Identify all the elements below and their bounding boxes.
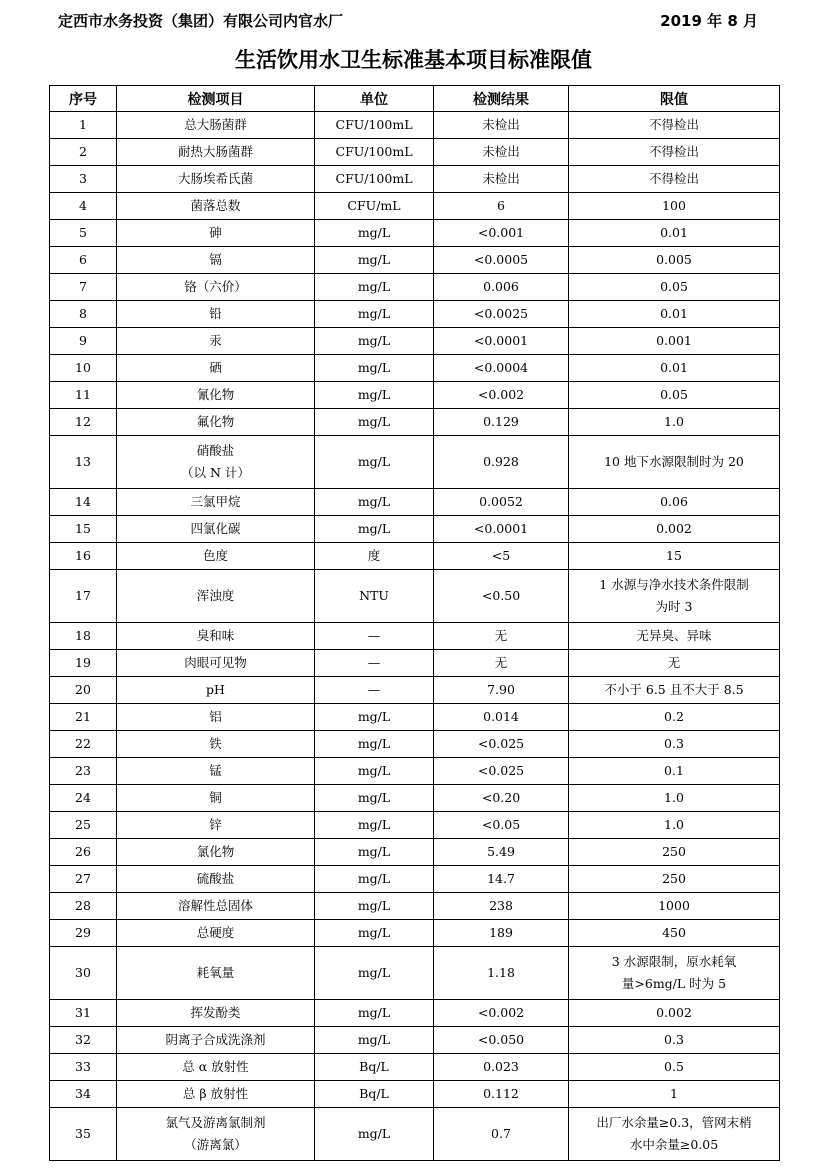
cell-item: 氟化物 [117, 409, 315, 436]
cell-unit: CFU/100mL [315, 112, 434, 139]
cell-unit: mg/L [315, 893, 434, 920]
cell-limit: 0.001 [569, 328, 780, 355]
cell-result: <0.0001 [434, 328, 569, 355]
cell-item: 硫酸盐 [117, 866, 315, 893]
cell-limit: 15 [569, 543, 780, 570]
cell-limit: 1.0 [569, 785, 780, 812]
cell-unit: mg/L [315, 785, 434, 812]
table-row [50, 704, 780, 731]
table-row [50, 785, 780, 812]
cell-item: 总 β 放射性 [117, 1081, 315, 1108]
cell-result: 238 [434, 893, 569, 920]
cell-unit: mg/L [315, 731, 434, 758]
cell-index: 6 [50, 247, 117, 274]
table-row [50, 920, 780, 947]
cell-unit: mg/L [315, 328, 434, 355]
table-row [50, 274, 780, 301]
cell-result: <0.001 [434, 220, 569, 247]
cell-index: 20 [50, 677, 117, 704]
cell-item: 三氯甲烷 [117, 489, 315, 516]
cell-item: 臭和味 [117, 623, 315, 650]
table-row [50, 731, 780, 758]
cell-item: 大肠埃希氏菌 [117, 166, 315, 193]
cell-item: 氯气及游离氯制剂 （游离氯） [117, 1108, 315, 1161]
cell-limit: 0.05 [569, 274, 780, 301]
cell-item: 铅 [117, 301, 315, 328]
table-row [50, 1081, 780, 1108]
cell-result: <0.0025 [434, 301, 569, 328]
cell-item: 总 α 放射性 [117, 1054, 315, 1081]
cell-unit: mg/L [315, 220, 434, 247]
cell-index: 32 [50, 1027, 117, 1054]
table-row [50, 247, 780, 274]
column-header-index: 序号 [50, 86, 117, 112]
cell-item: 挥发酚类 [117, 1000, 315, 1027]
cell-result: <0.050 [434, 1027, 569, 1054]
cell-limit: 0.2 [569, 704, 780, 731]
cell-item: 耗氧量 [117, 947, 315, 1000]
cell-unit: CFU/100mL [315, 166, 434, 193]
cell-result: 0.014 [434, 704, 569, 731]
cell-limit: 1 [569, 1081, 780, 1108]
cell-result: 无 [434, 623, 569, 650]
cell-index: 7 [50, 274, 117, 301]
cell-item: 氰化物 [117, 382, 315, 409]
cell-result: <0.025 [434, 731, 569, 758]
column-header-unit: 单位 [315, 86, 434, 112]
cell-index: 2 [50, 139, 117, 166]
cell-result: <0.002 [434, 1000, 569, 1027]
table-row [50, 112, 780, 139]
cell-index: 17 [50, 570, 117, 623]
column-header-limit: 限值 [569, 86, 780, 112]
cell-item: 汞 [117, 328, 315, 355]
cell-result: 0.129 [434, 409, 569, 436]
table-row [50, 489, 780, 516]
cell-unit: mg/L [315, 274, 434, 301]
cell-index: 33 [50, 1054, 117, 1081]
table-row [50, 328, 780, 355]
table-row [50, 1027, 780, 1054]
cell-unit: CFU/mL [315, 193, 434, 220]
cell-index: 35 [50, 1108, 117, 1161]
cell-result: 7.90 [434, 677, 569, 704]
cell-unit: mg/L [315, 704, 434, 731]
cell-result: 无 [434, 650, 569, 677]
cell-unit: NTU [315, 570, 434, 623]
cell-index: 1 [50, 112, 117, 139]
cell-result: <5 [434, 543, 569, 570]
cell-item: 氯化物 [117, 839, 315, 866]
column-header-result: 检测结果 [434, 86, 569, 112]
cell-unit: mg/L [315, 1000, 434, 1027]
cell-index: 22 [50, 731, 117, 758]
cell-result: 5.49 [434, 839, 569, 866]
cell-item: pH [117, 677, 315, 704]
cell-unit: mg/L [315, 1108, 434, 1161]
cell-result: <0.0001 [434, 516, 569, 543]
cell-limit: 无异臭、异味 [569, 623, 780, 650]
cell-index: 21 [50, 704, 117, 731]
cell-index: 13 [50, 436, 117, 489]
cell-unit: mg/L [315, 247, 434, 274]
cell-unit: mg/L [315, 866, 434, 893]
cell-result: <0.0005 [434, 247, 569, 274]
table-row [50, 758, 780, 785]
cell-result: 14.7 [434, 866, 569, 893]
table-row [50, 650, 780, 677]
cell-result: 0.112 [434, 1081, 569, 1108]
cell-result: 0.7 [434, 1108, 569, 1161]
table-row [50, 677, 780, 704]
cell-limit: 0.002 [569, 516, 780, 543]
cell-unit: 度 [315, 543, 434, 570]
cell-unit: mg/L [315, 301, 434, 328]
cell-item: 溶解性总固体 [117, 893, 315, 920]
cell-index: 19 [50, 650, 117, 677]
cell-limit: 450 [569, 920, 780, 947]
cell-item: 浑浊度 [117, 570, 315, 623]
cell-index: 29 [50, 920, 117, 947]
cell-unit: — [315, 623, 434, 650]
cell-index: 14 [50, 489, 117, 516]
cell-limit: 0.3 [569, 731, 780, 758]
cell-item: 阴离子合成洗涤剂 [117, 1027, 315, 1054]
cell-result: <0.50 [434, 570, 569, 623]
cell-item: 硒 [117, 355, 315, 382]
table-row [50, 570, 780, 623]
cell-index: 30 [50, 947, 117, 1000]
cell-item: 总硬度 [117, 920, 315, 947]
cell-limit: 0.005 [569, 247, 780, 274]
column-header-item: 检测项目 [117, 86, 315, 112]
cell-item: 菌落总数 [117, 193, 315, 220]
cell-index: 26 [50, 839, 117, 866]
table-row [50, 382, 780, 409]
cell-index: 25 [50, 812, 117, 839]
cell-unit: mg/L [315, 920, 434, 947]
cell-item: 硝酸盐 （以 N 计） [117, 436, 315, 489]
cell-index: 18 [50, 623, 117, 650]
cell-unit: mg/L [315, 947, 434, 1000]
table-row [50, 193, 780, 220]
cell-limit: 0.01 [569, 301, 780, 328]
table-row [50, 623, 780, 650]
cell-item: 砷 [117, 220, 315, 247]
document-header [58, 10, 758, 32]
table-row [50, 355, 780, 382]
cell-result: <0.002 [434, 382, 569, 409]
cell-index: 12 [50, 409, 117, 436]
cell-unit: mg/L [315, 382, 434, 409]
cell-result: <0.20 [434, 785, 569, 812]
cell-index: 9 [50, 328, 117, 355]
cell-limit: 0.06 [569, 489, 780, 516]
cell-result: 未检出 [434, 166, 569, 193]
table-row [50, 301, 780, 328]
cell-item: 铁 [117, 731, 315, 758]
cell-result: 未检出 [434, 139, 569, 166]
table-body [50, 112, 780, 1161]
cell-limit: 0.1 [569, 758, 780, 785]
cell-limit: 0.05 [569, 382, 780, 409]
cell-unit: mg/L [315, 758, 434, 785]
cell-item: 耐热大肠菌群 [117, 139, 315, 166]
cell-result: 0.928 [434, 436, 569, 489]
cell-index: 27 [50, 866, 117, 893]
cell-limit: 100 [569, 193, 780, 220]
cell-limit: 1.0 [569, 409, 780, 436]
cell-item: 锌 [117, 812, 315, 839]
cell-unit: CFU/100mL [315, 139, 434, 166]
cell-limit: 出厂水余量≥0.3，管网末梢 水中余量≥0.05 [569, 1108, 780, 1161]
cell-index: 31 [50, 1000, 117, 1027]
cell-result: 0.0052 [434, 489, 569, 516]
cell-index: 3 [50, 166, 117, 193]
cell-limit: 1 水源与净水技术条件限制 为时 3 [569, 570, 780, 623]
table-row [50, 516, 780, 543]
cell-unit: mg/L [315, 812, 434, 839]
cell-index: 34 [50, 1081, 117, 1108]
table-row [50, 409, 780, 436]
cell-result: <0.05 [434, 812, 569, 839]
cell-item: 四氯化碳 [117, 516, 315, 543]
standards-table [49, 85, 780, 1161]
table-row [50, 139, 780, 166]
cell-unit: mg/L [315, 436, 434, 489]
document-title: 生活饮用水卫生标准基本项目标准限值 [235, 48, 592, 72]
cell-result: 0.023 [434, 1054, 569, 1081]
cell-index: 5 [50, 220, 117, 247]
cell-unit: mg/L [315, 516, 434, 543]
cell-limit: 0.01 [569, 220, 780, 247]
cell-limit: 0.01 [569, 355, 780, 382]
cell-result: <0.025 [434, 758, 569, 785]
cell-limit: 无 [569, 650, 780, 677]
cell-limit: 250 [569, 866, 780, 893]
cell-unit: Bq/L [315, 1054, 434, 1081]
cell-item: 锰 [117, 758, 315, 785]
cell-limit: 不得检出 [569, 166, 780, 193]
table-row [50, 220, 780, 247]
cell-index: 24 [50, 785, 117, 812]
cell-index: 15 [50, 516, 117, 543]
table-row [50, 839, 780, 866]
cell-limit: 1.0 [569, 812, 780, 839]
cell-item: 肉眼可见物 [117, 650, 315, 677]
cell-index: 28 [50, 893, 117, 920]
cell-unit: mg/L [315, 1027, 434, 1054]
cell-limit: 1000 [569, 893, 780, 920]
cell-item: 色度 [117, 543, 315, 570]
cell-item: 镉 [117, 247, 315, 274]
cell-result: 1.18 [434, 947, 569, 1000]
cell-limit: 0.5 [569, 1054, 780, 1081]
cell-result: <0.0004 [434, 355, 569, 382]
cell-item: 铬（六价） [117, 274, 315, 301]
cell-limit: 不小于 6.5 且不大于 8.5 [569, 677, 780, 704]
cell-item: 总大肠菌群 [117, 112, 315, 139]
cell-unit: mg/L [315, 839, 434, 866]
table-row [50, 893, 780, 920]
table-row [50, 436, 780, 489]
cell-unit: mg/L [315, 409, 434, 436]
cell-limit: 不得检出 [569, 112, 780, 139]
cell-result: 0.006 [434, 274, 569, 301]
cell-index: 16 [50, 543, 117, 570]
cell-limit: 250 [569, 839, 780, 866]
cell-result: 未检出 [434, 112, 569, 139]
cell-unit: — [315, 677, 434, 704]
cell-unit: mg/L [315, 489, 434, 516]
table-row [50, 947, 780, 1000]
cell-result: 6 [434, 193, 569, 220]
cell-index: 11 [50, 382, 117, 409]
cell-item: 铝 [117, 704, 315, 731]
cell-limit: 0.002 [569, 1000, 780, 1027]
table-row [50, 866, 780, 893]
cell-item: 铜 [117, 785, 315, 812]
cell-unit: — [315, 650, 434, 677]
cell-index: 4 [50, 193, 117, 220]
cell-unit: Bq/L [315, 1081, 434, 1108]
cell-unit: mg/L [315, 355, 434, 382]
cell-index: 10 [50, 355, 117, 382]
table-row [50, 543, 780, 570]
report-date: 2019 年 8 月 [660, 12, 758, 30]
table-row [50, 812, 780, 839]
cell-limit: 3 水源限制，原水耗氧 量>6mg/L 时为 5 [569, 947, 780, 1000]
cell-result: 189 [434, 920, 569, 947]
cell-index: 23 [50, 758, 117, 785]
table-row [50, 1108, 780, 1161]
table-row [50, 1000, 780, 1027]
cell-limit: 0.3 [569, 1027, 780, 1054]
cell-limit: 不得检出 [569, 139, 780, 166]
cell-limit: 10 地下水源限制时为 20 [569, 436, 780, 489]
table-row [50, 166, 780, 193]
cell-index: 8 [50, 301, 117, 328]
table-header-row [50, 86, 780, 112]
table-row [50, 1054, 780, 1081]
organization-name: 定西市水务投资（集团）有限公司内官水厂 [58, 12, 344, 30]
